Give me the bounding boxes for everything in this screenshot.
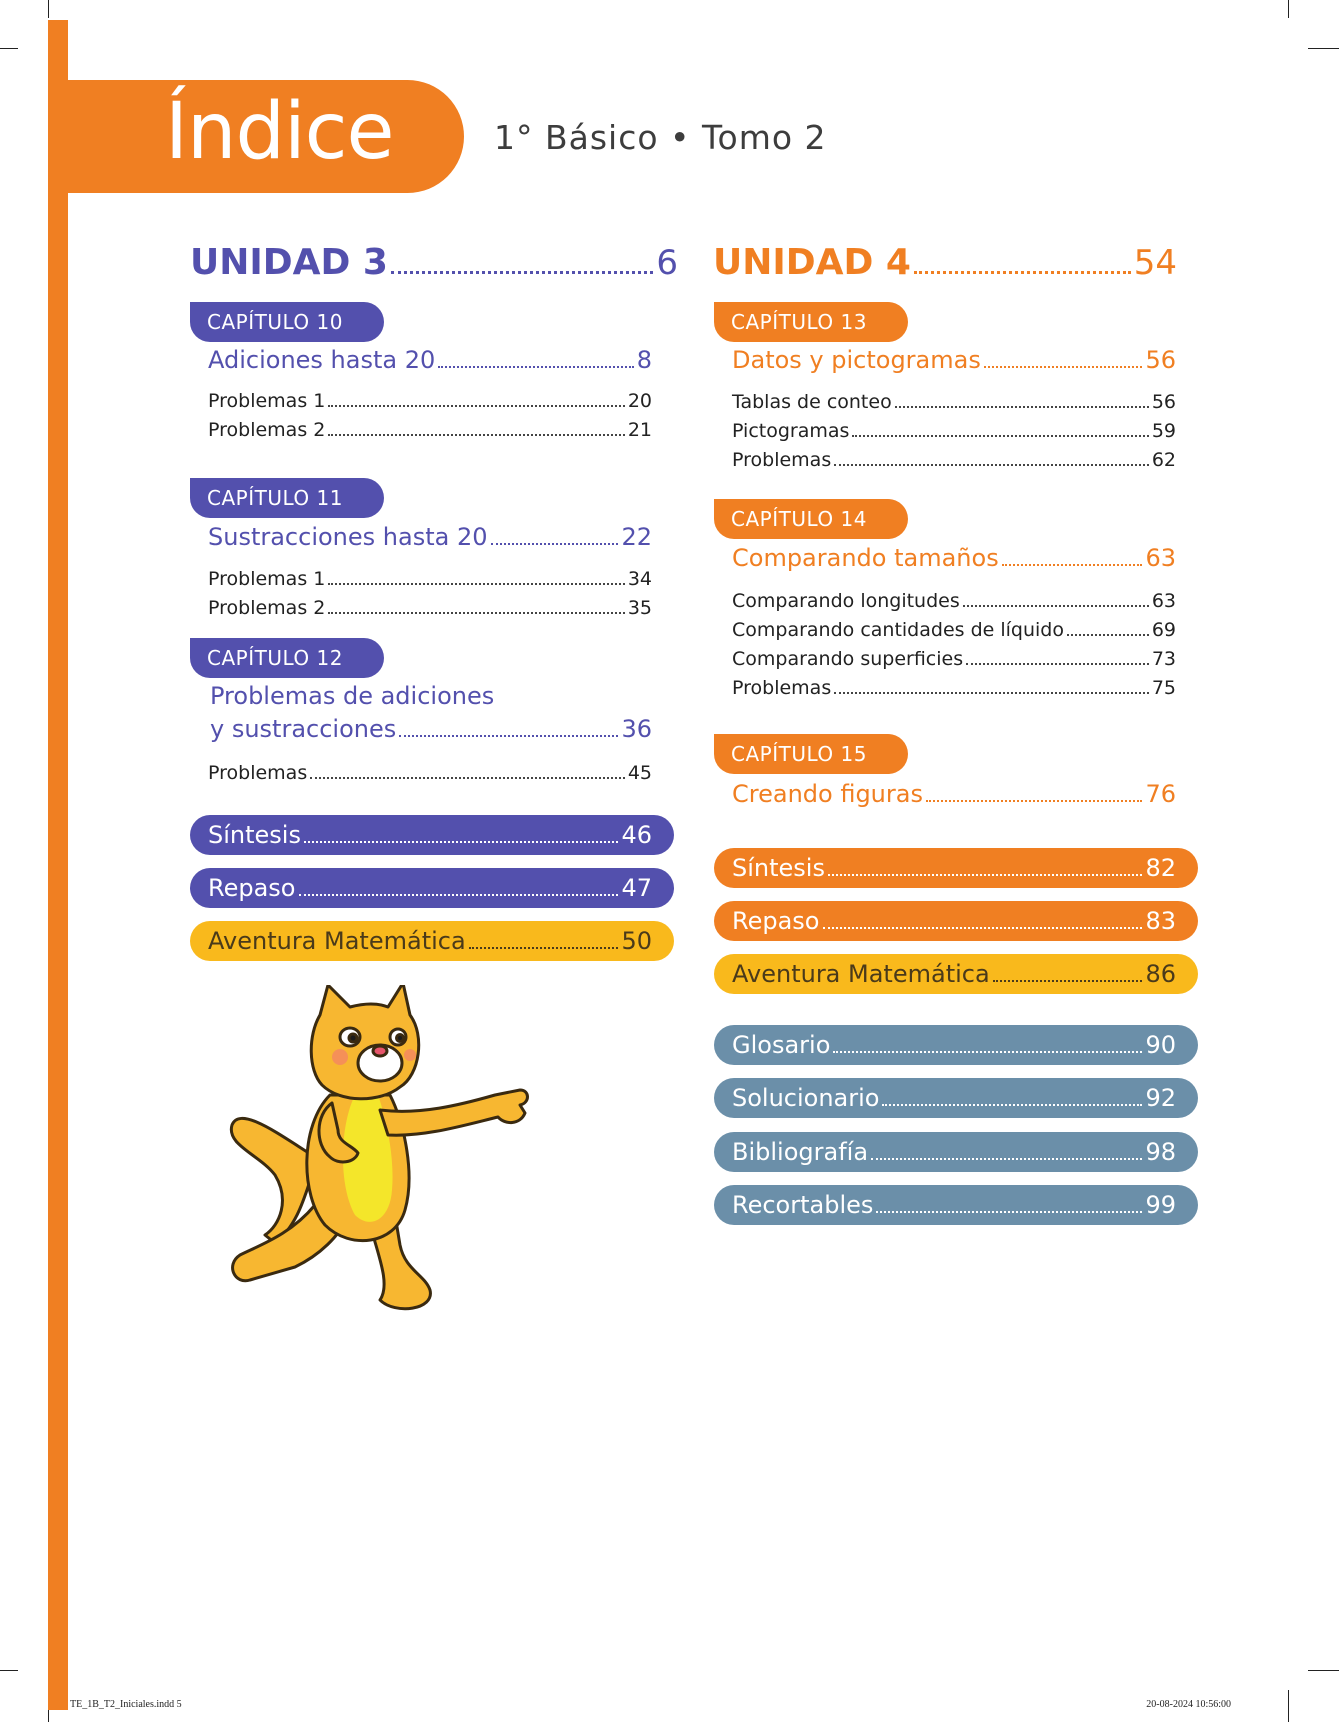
pill-label: Repaso [732, 907, 820, 935]
toc-item-label: Pictogramas [732, 420, 850, 442]
toc-item[interactable] [732, 420, 1176, 442]
toc-item[interactable] [208, 762, 652, 784]
footer-date: 20-08-2024 10:56:00 [1146, 1699, 1231, 1710]
chapter-12-chip: CAPÍTULO 12 [190, 638, 384, 678]
leader-dots [852, 435, 1148, 437]
chapter-15-chip: CAPÍTULO 15 [714, 734, 908, 774]
leader-dots [469, 947, 619, 949]
toc-item-page: 45 [627, 762, 652, 784]
toc-item[interactable] [732, 590, 1176, 612]
chapter-title-text: Datos y pictogramas [732, 346, 981, 374]
unit4-name: UNIDAD 4 [713, 242, 911, 283]
pill-page: 83 [1145, 907, 1176, 935]
pill-page: 90 [1145, 1031, 1176, 1059]
unit3-aventura[interactable] [190, 921, 674, 961]
chapter-page: 63 [1145, 544, 1176, 572]
chapter-title-text: Creando figuras [732, 780, 923, 808]
pill-label: Síntesis [732, 854, 825, 882]
chapter-10-chip: CAPÍTULO 10 [190, 302, 384, 342]
leader-dots [871, 1158, 1142, 1160]
chapter-title-text: Comparando tamaños [732, 544, 999, 572]
toc-item-label: Problemas 2 [208, 419, 326, 441]
toc-item-page: 56 [1151, 391, 1176, 413]
toc-item-page: 62 [1151, 449, 1176, 471]
pill-label: Solucionario [732, 1084, 880, 1112]
toc-item-page: 35 [627, 597, 652, 619]
toc-item[interactable] [732, 391, 1176, 413]
unit3-repaso[interactable] [190, 868, 674, 908]
leader-dots [328, 583, 624, 585]
leader-dots [399, 735, 618, 737]
unit3-column [190, 242, 678, 294]
chapter-11-chip: CAPÍTULO 11 [190, 478, 384, 518]
page-subtitle: 1° Básico • Tomo 2 [494, 118, 827, 157]
recortables-link[interactable] [714, 1185, 1198, 1225]
toc-item-page: 21 [627, 419, 652, 441]
toc-item[interactable] [208, 390, 652, 412]
pill-label: Aventura Matemática [208, 927, 466, 955]
toc-item-page: 59 [1151, 420, 1176, 442]
toc-item-label: Problemas 2 [208, 597, 326, 619]
crop-mark [1308, 48, 1339, 49]
chapter-page: 56 [1145, 346, 1176, 374]
crop-mark [0, 48, 18, 49]
leader-dots [966, 663, 1149, 665]
chapter-12-title-line1[interactable]: Problemas de adiciones [210, 682, 495, 710]
toc-item-label: Tablas de conteo [732, 391, 892, 413]
crop-mark [1288, 0, 1289, 18]
leader-dots [926, 800, 1142, 802]
toc-item-page: 20 [627, 390, 652, 412]
crop-mark [1288, 1690, 1289, 1722]
crop-mark [1308, 1670, 1339, 1671]
toc-item[interactable] [208, 568, 652, 590]
chapter-page: 36 [621, 715, 652, 743]
bibliografia-link[interactable] [714, 1132, 1198, 1172]
pill-page: 92 [1145, 1084, 1176, 1112]
leader-dots [828, 874, 1142, 876]
toc-item[interactable] [732, 677, 1176, 699]
chapter-title-text: Adiciones hasta 20 [208, 346, 436, 374]
toc-item[interactable] [208, 419, 652, 441]
chapter-page: 76 [1145, 780, 1176, 808]
chapter-title-text: Sustracciones hasta 20 [208, 523, 488, 551]
pill-label: Recortables [732, 1191, 874, 1219]
toc-item-label: Comparando longitudes [732, 590, 960, 612]
pill-label: Síntesis [208, 821, 301, 849]
chapter-14-chip: CAPÍTULO 14 [714, 499, 908, 539]
pill-page: 99 [1145, 1191, 1176, 1219]
pill-label: Glosario [732, 1031, 831, 1059]
leader-dots [993, 980, 1143, 982]
unit4-page: 54 [1133, 243, 1177, 283]
toc-item-page: 63 [1151, 590, 1176, 612]
leader-dots [310, 777, 625, 779]
toc-item-page: 69 [1151, 619, 1176, 641]
pill-page: 46 [621, 821, 652, 849]
unit4-aventura[interactable] [714, 954, 1198, 994]
page-title: Índice [165, 87, 394, 177]
leader-dots [914, 271, 1131, 274]
toc-item-label: Problemas [732, 677, 832, 699]
leader-dots [304, 841, 618, 843]
toc-item-label: Problemas 1 [208, 568, 326, 590]
leader-dots [876, 1211, 1142, 1213]
pill-page: 50 [621, 927, 652, 955]
leader-dots [823, 927, 1143, 929]
leader-dots [895, 406, 1149, 408]
unit3-page: 6 [656, 243, 678, 283]
toc-item[interactable] [208, 597, 652, 619]
leader-dots [328, 434, 624, 436]
chapter-10-title[interactable] [208, 346, 652, 374]
leader-dots [833, 1051, 1142, 1053]
toc-item-label: Problemas [732, 449, 832, 471]
leader-dots [1067, 634, 1149, 636]
leader-dots [328, 612, 624, 614]
chapter-12-title-line2[interactable] [210, 715, 652, 743]
toc-item-label: Comparando superficies [732, 648, 964, 670]
unit3-sintesis[interactable] [190, 815, 674, 855]
leader-dots [1002, 564, 1143, 566]
chapter-11-title[interactable] [208, 523, 652, 551]
glosario-link[interactable] [714, 1025, 1198, 1065]
unit4-column [713, 242, 1177, 294]
crop-mark [48, 0, 49, 18]
unit3-name: UNIDAD 3 [190, 242, 388, 283]
chapter-14-title[interactable] [732, 544, 1176, 572]
toc-item-label: Problemas 1 [208, 390, 326, 412]
toc-item-page: 34 [627, 568, 652, 590]
chapter-15-title[interactable] [732, 780, 1176, 808]
unit4-repaso[interactable] [714, 901, 1198, 941]
cat-mascot-illustration [220, 985, 540, 1315]
chapter-title-text: y sustracciones [210, 715, 397, 743]
unit3-heading[interactable] [190, 242, 678, 294]
toc-item[interactable] [732, 648, 1176, 670]
leader-dots [299, 894, 619, 896]
leader-dots [438, 366, 633, 368]
leader-dots [984, 366, 1143, 368]
leader-dots [834, 464, 1149, 466]
chapter-page: 22 [621, 523, 652, 551]
crop-mark [0, 1670, 18, 1671]
footer-file: TE_1B_T2_Iniciales.indd 5 [70, 1699, 182, 1710]
toc-item-label: Comparando cantidades de líquido [732, 619, 1064, 641]
leader-dots [328, 405, 624, 407]
pill-label: Aventura Matemática [732, 960, 990, 988]
side-bar [48, 20, 68, 1710]
toc-item[interactable] [732, 619, 1176, 641]
pill-label: Repaso [208, 874, 296, 902]
unit4-sintesis[interactable] [714, 848, 1198, 888]
leader-dots [882, 1104, 1142, 1106]
solucionario-link[interactable] [714, 1078, 1198, 1118]
pill-page: 47 [621, 874, 652, 902]
leader-dots [391, 271, 653, 274]
pill-page: 82 [1145, 854, 1176, 882]
toc-item-label: Problemas [208, 762, 308, 784]
pill-label: Bibliografía [732, 1138, 869, 1166]
chapter-13-chip: CAPÍTULO 13 [714, 302, 908, 342]
chapter-page: 8 [636, 346, 652, 374]
pill-page: 86 [1145, 960, 1176, 988]
unit4-heading[interactable] [713, 242, 1177, 294]
pill-page: 98 [1145, 1138, 1176, 1166]
leader-dots [963, 605, 1149, 607]
toc-item[interactable] [732, 449, 1176, 471]
leader-dots [834, 692, 1149, 694]
toc-item-page: 75 [1151, 677, 1176, 699]
leader-dots [491, 543, 619, 545]
chapter-13-title[interactable] [732, 346, 1176, 374]
toc-item-page: 73 [1151, 648, 1176, 670]
